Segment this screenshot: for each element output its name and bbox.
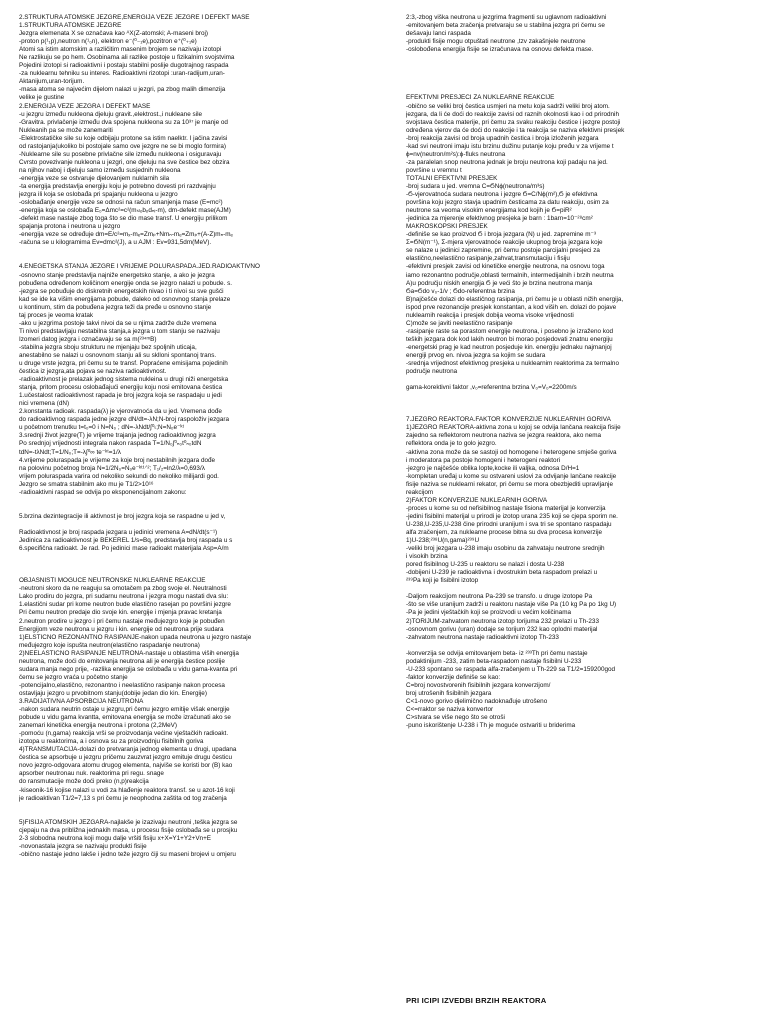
blank-line [19,247,387,255]
text-line: od rastojanja(ukoliko bi postojale samo ove jezgre ne se bi moglo formira) [19,142,226,150]
text-line: -veliki broj jezgara u-238 imaju osobinu da zahvataju neutrone srednjih [406,545,605,553]
text-line: 2.konstanta radioak. raspada(λ) je vjerovatnoća da u jed. Vremena dođe [19,408,222,416]
text-line: na polovinu početnog broja N=1/2N₀=N₀e⁻ᵏᵗ¹ᐟ²; T₁/₂=ln2/λ=0,693/λ [19,464,205,472]
blank-line [19,497,387,505]
blank-line [406,408,756,416]
text-line: Radioaktivnost je broj raspada jezgara u jedinici vremena A=dN/dt(s⁻¹) [19,529,218,536]
text-line: 2)NEELASTIČNO RASIPANJE NEUTRONA-nastaje u oblastima viših energija [19,649,239,657]
text-line: neutrone sa veoma visokim energijama kod kojih je Ϭ=piR² [406,207,572,215]
text-line: Energijom veze neutrona u jezgru i kin. energije od neutrona prije sudara [19,625,224,633]
text-line: fisije naziva se nuklearni rekator, pri čemu se mora obezbjediti upravljanje [406,480,613,488]
text-line: Aktanijum,uran-torijum. [19,78,85,86]
text-line: -efektivni presjek zavisi od kinetičke energije neutrona, na osnovu toga [406,263,605,271]
blank-line [19,521,387,529]
text-line: 1)U-238;²³⁸U(n,gama)²³⁹U [406,537,480,545]
text-line: pored fisibilnog U-235 u reaktoru se nalazi i dosta U-238 [406,561,565,569]
text-line: 2.STRUKTURA ATOMSKE JEZGRE,ENERGIJA VEZE JEZGRE I DEFEKT MASE [19,14,250,21]
text-line: A)u području niskih energija Ϭ je veći što je brzina neutrona manja [406,279,593,287]
text-line: -potencijalno,elastično, rezonantno i neelastično rasipanje nakon procesa [19,681,225,689]
text-line: podaktinijum -233, zatim beta-raspadom nastaje fisibilni U-233 [406,657,582,665]
text-line: Jezgro se smatra stabilnim ako mu je T1/2>10¹⁶ [19,480,154,488]
text-line: Atomi sa istim atomskim a različitim masenim brojem se nazivaju izotopi [19,46,222,54]
text-line: -energija koja se oslobađa E₀=Δmc²=c²(mₛₗₒbₒdₙᵢ-m), dm-defekt mase(AJM) [19,207,231,215]
text-line: međujezgro koje ispušta neutron(elastično raspadanje neutrona) [19,641,200,649]
text-line: -defekt mase nastaje zbog toga što se dio mase transf. U energiju prilikom [19,215,228,223]
text-line: -zahvatom neutrona nastaje radioaktivni izotop Th-233 [406,633,559,641]
text-line: -U-233 spontano se raspada alfa-zračenjem u Th-229 sa T1/2=159200god [406,665,616,673]
blank-line [19,255,387,263]
text-line: -neutroni skoro da ne reaguju sa omotačem pa zbog svoje el. Neutralnosti [19,585,227,593]
text-line: ostavljaju jezgro u prvobitnom stanju(dobije jedan dio kin. Energije) [19,689,207,697]
text-line: dešavaju lanci raspada [406,30,471,38]
text-line: -Gravitra. privlačenje između dva spojena nukleona su za 10³⁷ je manje od [19,118,228,126]
text-line: spajanja protona i neutrona u jezgro [19,223,121,231]
text-line: u druge vrste jezgra, pri čemu su te transf. Popraćene emisijama pojedinih [19,360,228,368]
text-line: -novonastala jezgra se nazivaju produkti fisije [19,842,147,850]
blank-line [19,811,387,819]
text-line: u početnom trenutku t=t₀=0 i N=N₀ ; dN=-λNdt/∫⁰ₜ;N=N₀e⁻ᵏᵗ [19,424,184,432]
text-line: -aktivna zona može da se sastoji od homogene i heterogene smješe goriva [406,448,617,456]
text-line: -osnovnom gorivu (uran) dodaje se torijum 232 kao oplodni materijal [406,625,598,633]
blank-line [406,642,756,650]
blank-line [406,376,756,384]
text-line: -proton p(¹₁p),neutron n(¹₀n), elektron e⁻(⁰₋₁e),pozitron e⁺(⁰₊₁e) [19,38,197,46]
blank-line [19,553,387,561]
text-line: 2:3,-zbog viška neutrona u jezgrima fragmenti su uglavnom radioaktivni [406,14,607,21]
text-line: U-238,U-235,U-238 čine prirodni uranijum i sva tri se spontano raspadaju [406,520,612,528]
text-line: Čvrsto povezivanje nukleona u jezgri, one djeluju na sve čestice bez obzira [19,158,230,166]
text-line: sudara manja nego prije, -razlika energija se oslobađa u vidu gama-kvanta pri [19,665,238,673]
text-line: alfa zračenjem, za nuklearne procese bitna su dva procesa konverzije [406,529,603,536]
text-line: Pri čemu neutron predaje dio svoje kin. energije i mjenja pravac kretanja [19,609,222,617]
text-line: -pomoću (n,gama) reakcija vrši se proizvodanja većine vještačkih radioakt. [19,730,229,738]
text-line: -kiseonik-16 kojise nalazi u vodi za hlađenje reaktora transf. se u azot-16 koji [19,786,235,794]
text-line: -kompletan uređaj u kome su ostvareni uslovi za odvijanje lančane reakcije [406,472,617,480]
text-line: 1.elastični sudar pri kome neutron bude elastično rasejan po površini jezgre [19,601,231,609]
text-line: tdN=-tλNdt;T=1/N₀;T=-λ∫⁰∞ te⁻ᵏᵗ=1/λ [19,448,121,456]
text-line: -Daljom reakcijom neutrona Pa-239 se transfo. u druge izotope Pa [406,593,593,601]
blank-line [406,54,756,62]
text-line: -jezgra se pobuđuje do diskretnih energetskih nivao i ti nivoi su sve gušći [19,287,224,295]
text-line: 1)JEZGRO REAKTORA-aktivna zona u kojoj se odvija lančana reakcija fisije [406,424,621,432]
text-line: -radioaktivnost je prelazak jednog sistema nukleina u drugi niži energetska [19,376,229,384]
text-line: -ako u jezgrima postoje takvi nivoi da se u njima zadrže duže vremena [19,319,217,327]
text-line: -srednja vrijednost efektivnog presjeka u nuklearnim reaktorima za termalno [406,360,619,368]
text-line: -nakon sudara neutrin ostaje u jezgru,pri čemu jezgro emitije višak energije [19,706,230,714]
text-line: svojstava čestica materije, pri čemu za svaku reakciju čestice i jezgre postoji [406,118,621,126]
text-line: 4)TRANSMUTACIJA-dolazi do pretvaranja jednog elementa u drugi, upadana [19,746,237,754]
text-line: neutrona, može doći do emitovanja neutrona ali je energija čestice poslije [19,657,225,665]
text-line: Izomeri datog jezgra i označavaju se sa m(²³⁴ᵐB) [19,335,157,343]
blank-line [19,803,387,811]
text-line: -energija veze se ostvaruje djelovanjem nuklarnih sila [19,174,170,182]
text-line: kad se ide ka višim energijama pobude, daleko od osnovnog stanja prelaze [19,295,231,303]
text-line: ²³⁹Pa koji je fisibilni izotop [406,577,479,585]
text-line: 4.ENEGETSKA STANJA JEZGRE I VRIJEME POLURASPADA.JED.RADIOAKTIVNO [19,263,260,271]
text-line: -masa atoma se najvećim dijelom nalazi u jezgri, pa zbog malih dimenzija [19,86,226,94]
text-line: jezgra ili koja se oslobađa pri spajanju nukleona u jezgro [19,191,178,199]
text-line: EFEKTIVNI PRESJECI ZA NUKLEARNE REAKCIJE [406,94,555,102]
text-line: -kad svi neutroni imaju istu brzinu dužinu putanje koju pređu v za vrijeme t [406,142,614,150]
text-line: -radioaktivni raspad se odvija po eksponencijalnom zakonu: [19,488,187,496]
blank-line [19,561,387,569]
text-line: -ta energija predstavlja energiju koju je potrebno dovesti pri razdvajnju [19,182,216,190]
text-line: Ϭa=Ϭdo v₀-1/v ; Ϭdo-referentna brzina [406,287,515,295]
text-line: površina koju jezgro stavja upadnim česticama za datu reakciju, osim za [406,199,609,207]
text-line: jezgara, da li će doći do reakcije zavisi od raznih okolnosti kao i od prirodnih [406,110,619,118]
text-line: u kontinum, stim da pobuđena jezgra teži da pređe u osnovno stanje [19,303,212,311]
text-line: 5.brzina dezintegracije ili aktivnost je broj jezgra koja se raspadne u jed v, [19,512,226,520]
text-line: određena vjerov da će doći do reakcije i ta reakcija se naziva efektivni presjek [406,126,625,134]
text-line: -energija veze se određuje dm=E/c²=mₓ-mₑ=Zmₚ+Nmₙ-mₑ=Zmₚ+(A-Z)mₙ-mₑ [19,231,233,239]
text-line: -stabilna jezgra sboju strukturu ne mjenjaju bez spoljnih uticaja, [19,343,197,351]
text-line: OBJASNISTI MOGUĆE NEUTRONSKE NUKLEARNE REAKCIJE [19,577,206,585]
text-line: Po srednjoj vrijednosti integrala nakon raspada T=1/N₀∫⁰ₙ₀t⁰ₙ₀tdN [19,440,202,448]
text-line: reakcijom [406,488,434,496]
text-line: -jezgro je najčešće oblika lopte,kocke ili valjka, odnosa D/H=1 [406,464,580,472]
text-line: -u jezgru između nukleona djeluju gravit.,elektrost.,i nukleane sile [19,110,203,118]
text-line: Pojedini izotopi si radioaktivni i postaju stabilni poslije dugotrajnog raspada [19,62,229,70]
text-line: i visokih brzina [406,553,448,561]
left-column [19,14,387,859]
text-line: -obično se veliki broj čestica usmjeri na metu koja sadrži veliki broj atom. [406,102,610,110]
text-line: -rasipanje raste sa porastom energije neutrona, i posebno je izraženo kod [406,327,613,335]
text-line: Nukleanih pa se može zanemariti [19,126,113,134]
text-line: se nalaze u jedinici zapremine, pri čemu postoje parcijalni presjeci za [406,247,600,255]
text-line: i moderatora pa postoje homogeni i heterogeni reaktori [406,456,561,464]
text-line: MAKROSKOPSKI PRESJEK [406,223,488,231]
text-line: -jedinica za mjerenje efektivnog presjeka je barn : 1barn=10⁻²⁸cm² [406,215,593,223]
text-line: -dobijeni U-239 je radioaktivna i dvostrukim beta raspadom prelazi u [406,569,598,577]
text-line: čemu se jezgro vraća u početno stanje [19,673,128,681]
text-line: -broj sudara u jed. vremna C=ϬNϕ(neutrona/m³s) [406,182,545,190]
text-line: je radioaktivan T1/2=7,13 s pri čemu je neophodna zaštita od tog zračenja [19,794,227,802]
text-line: -puno iskorištenje U-238 i Th je moguće ostvariti u briderima [406,722,576,730]
text-line: broj utrošenih fisibilnih jezgara [406,689,492,697]
text-line: taj proces je veoma kratak [19,311,94,319]
text-line: iamo rezonantno područje,oblasti termalnih, intermedijalnih i brzih neutrna [406,271,614,279]
text-line: čestica se apsorbuje u jezgru pričemu zauzvrat jezgro emituje drugu česticu [19,754,232,762]
text-line: 3.RADIJATIVNA APSORBCIJA NEUTRONA [19,697,144,705]
text-line: -obično nastaje jedno lakše i jedno teže jezgro čiji su maseni brojevi u omjeru [19,850,236,858]
text-line: ϕ=nv(neutron/m²s):ϕ-fluks neutrona [406,150,506,158]
text-line: pobuđena određenom količinom energije onda se jezgro nalazi u pobude. s. [19,279,233,287]
blank-line [406,585,756,593]
text-line: područje neutrona [406,368,458,376]
text-line: velike je gustine [19,94,65,102]
text-line: teških jezgara dok kod lakih neutron bi morao posjedovati znatnu energiju [406,335,613,343]
text-line: B)najčešće dolazi do elastičnog rasipanja, pri čemu je u oblasti nižih energija, [406,295,624,303]
text-line: C)može se javiti neelastično rasipanje [406,319,513,327]
text-line: 5)FISIJA ATOMSKIH JEZGARA-najlakše je izazivaju neutroni ,teška jezgra se [19,818,238,826]
text-line: zanemari kinetička energija neutrona i protona (2,2MeV) [19,722,177,730]
text-line: 4.vrijeme poluraspada je vrijeme za koje broj nestabilnih jezgara dođe [19,456,216,464]
text-line: reflektora onda je to golo jezgro. [406,440,497,448]
blank-line [406,392,756,400]
text-line: do ransmutacije može doći preko (n,p)reakcija [19,778,149,786]
text-line: vrijem poluraspada varira od nekoliko sekundi do nekoliko milijardi god. [19,472,219,480]
blank-line [406,70,756,78]
text-line: anestabilno se nalazi u osnovnom stanju ali su sklloni spontanoj trans. [19,351,217,359]
text-line: -oslobođena energija fisije se izračunava na osnovu defekta mase. [406,46,594,54]
text-line: apsorber neutronau nuk. reaktorima pri regu. snage [19,770,164,778]
blank-line [406,400,756,408]
blank-line [19,569,387,577]
text-line: pobude u vidu gama kvantta, emitovana energija se može izračunati ako se [19,714,231,722]
text-line: 1.učestalost radioaktivnost rapada je broj jezgra koja se raspadaju u jedi [19,392,222,400]
text-line: Jedinica za radioaktivnost je BEKEREL 1/s=Bq, predstavlja broj raspada u s [19,537,233,545]
text-line: TOTALNI EFEKTIVNI PRESJEK [406,174,498,182]
blank-line [406,86,756,94]
text-line: -proces u kome su od nefisibilnog nastaje fisiona materijal je konverzija [406,504,606,512]
section-title-fast-reactors: PRI ICIPI IZVEDBI BRZIH REAKTORA [406,996,547,1005]
text-line: -definiše se kao proizvod Ϭ i broja jezgara (N) u jed. zapremine m⁻³ [406,231,596,239]
text-line: -Pa je jedini vještačkih koji se proizvodi u većim količinama [406,609,572,617]
text-line: 2)FAKTOR KONVERZIJE NUKLEARNIH GORIVA [406,496,548,504]
text-line: -osnovno stanje predstavlja najniže energetsko stanje, a ako je jezgra [19,271,215,279]
text-line: elastično,neelastično rasipanje,zahvat,transmutaciju i fisiju [406,255,570,263]
text-line: -energetski prag je kad neutron posjeduje kin. energiju jednaku najmanjoj [406,343,612,351]
text-line: stanja, pritom procesu oslobađajući energiju koju nosi emitovana čestica [19,384,223,392]
text-line: -za paralelan snop neutrona jednak je broju neutrona koji padaju na jed. [406,158,608,166]
text-line: -Elektrostatičke sile su koje odbijaju protone sa istim naelktr. I jačina zavisi [19,134,228,142]
text-line: čestica iz jezgra,ata pojava se naziva radioaktivnost. [19,368,167,376]
text-line: 2.ENERGIJA VEZE JEZGRA I DEFEKT MASE [19,102,151,110]
text-line: -za nuklearnu tehniku su interes. Radioaktivni rizotopi :uran-radijum,uran- [19,70,225,78]
text-line: -što se više uranijum zadrži u reaktoru nastaje više Pa (10 kg Pa po 1kg U) [406,601,617,609]
text-line: -emitovanjem beta zračenja pretvaraju se u stabilna jezgra pri čemu se [406,22,605,30]
text-line: na njihov naboj i djeluju samo između susjednih nukleona [19,166,181,174]
text-line: Ʃ=ϬN(m⁻¹), Ʃ-mjera vjerovatnoće reakcije ukupnog broja jezgara koje [406,239,603,247]
text-line: 6.specifična radioakt. Je rad. Po jedinici mase radioakt materijala Asp=A/m [19,545,229,553]
text-line: površine u vremnu t [406,166,462,174]
text-line: C<1-novo gorivo djelimično nadoknađuje utrošeno [406,697,548,705]
text-line: do radioaktivnog raspada jedne jezgre dN/dt=-λN;N-broj raspoloživ jezgara [19,416,229,424]
text-line: C>stvara se više nego što se otroši [406,714,505,722]
blank-line [406,62,756,70]
right-column [406,14,756,730]
text-line: 2)TORIJUM-zahvatom neutrona izotop torijuma 232 prelazi u Th-233 [406,617,599,625]
text-line: -faktor konverzije definiše se kao: [406,673,501,681]
text-line: nuklearnih reakcija i presjek dobija veoma visoke vrijednosti [406,311,574,319]
blank-line [19,505,387,513]
text-line: 1.STRUKTURA ATOMSKE JEZGRE [19,22,122,30]
text-line: -produkti fisije mogu otpuštati neutrone ,tzv zakašnjele neutrone [406,38,586,46]
text-line: 1)ELSTIČNO REZONANTNO RASIPANJE-nakon upada neutrona u jezgro nastaje [19,633,252,641]
text-line: zajedno sa reflektorom neutrona naziva se jezgra reaktora, ako nema [406,432,602,440]
text-line: Lako prodiru do jezgra, pri sudarnu neutrona i jezgra mogu nastati dva slu: [19,593,229,601]
text-line: Jezgra elemenata X se označava kao ᴬX(Z-atomski; A-maseni broj) [19,30,209,38]
text-line: 2.neutron prodire u jezgro i pri čemu nastaje međujezgro koje je pobuđen [19,617,225,625]
text-line: nici vremena (dN) [19,400,70,408]
text-line: C<=rraktor se naziva konvertor [406,706,494,714]
text-line: -računa se u kilogramima Ev=dmc²(J), a u AJM : Ev=931,5dm(MeV). [19,239,212,247]
text-line: novo jezgro-odgovara atomu drugog elementa, najviše se koristi bor (B) kao [19,762,233,770]
text-line: energiji prvog en. nivoa jezgra sa kojim se sudara [406,351,546,359]
text-line: -Nuklearne sile su posebne privlačne sile između nukleona i osiguravaju [19,150,222,158]
text-line: izotopa u reaktorima, a i osnova su za proizvodnju fisibilnih goriva [19,738,204,746]
text-line: C=broj novostvorenih fisibilnih jezgara konverzijom/ [406,681,551,689]
text-line: -Ϭ-vjerovatnoća sudara neutrona i jezgre Ϭ=C/Nϕ(m²),Ϭ je efektivna [406,191,598,199]
text-line: -broj reakcija zavisi od broja upadnih čestica i broja izloženih jezgara [406,134,599,142]
text-line: Ti nivoi predstavljaju nestabilna stanja,a jezgra u tom stanju se nazivaju [19,327,220,335]
text-line: 7.JEZGRO REAKTORA.FAKTOR KONVERZIJE NUKLEARNIH GORIVA [406,416,611,424]
text-line: Ne razlikuju se po hem. Osobinama ali razlike postoje u fizikalnim svojstvima [19,54,235,62]
text-line: ispod prve rezonancije presjek konstantan, a kod viših en. dolazi do pojave [406,303,617,311]
text-line: 3.srednji život jezgre(T) je vrijeme trajanja jednog radioaktivnog jezgra [19,432,216,440]
text-line: gama-korektivni faktor ,v₀=referentna brzina V₀=V₀=2200m/s [406,384,577,392]
text-line: 2-3 slobodna neutrona koji mogu dalje vršiti fisiju x+X=Y1+Y2+Vn+E [19,834,212,842]
blank-line [406,78,756,86]
text-line: -jedini fisibilni materijal u prirodi je izotop urana 235 koji se cjepa sporim ne. [406,512,618,520]
text-line: -oslobađanje energije veze se odnosi na račun smanjenja mase (E=mc²) [19,199,223,207]
text-line: -konverzija se odvija emitovanjem beta- iz ²³³Th pri čemu nastaje [406,649,588,657]
text-line: cjepaju na dva približna jednakih masa, u procesu fisije oslobađa se u prosjku [19,826,238,834]
